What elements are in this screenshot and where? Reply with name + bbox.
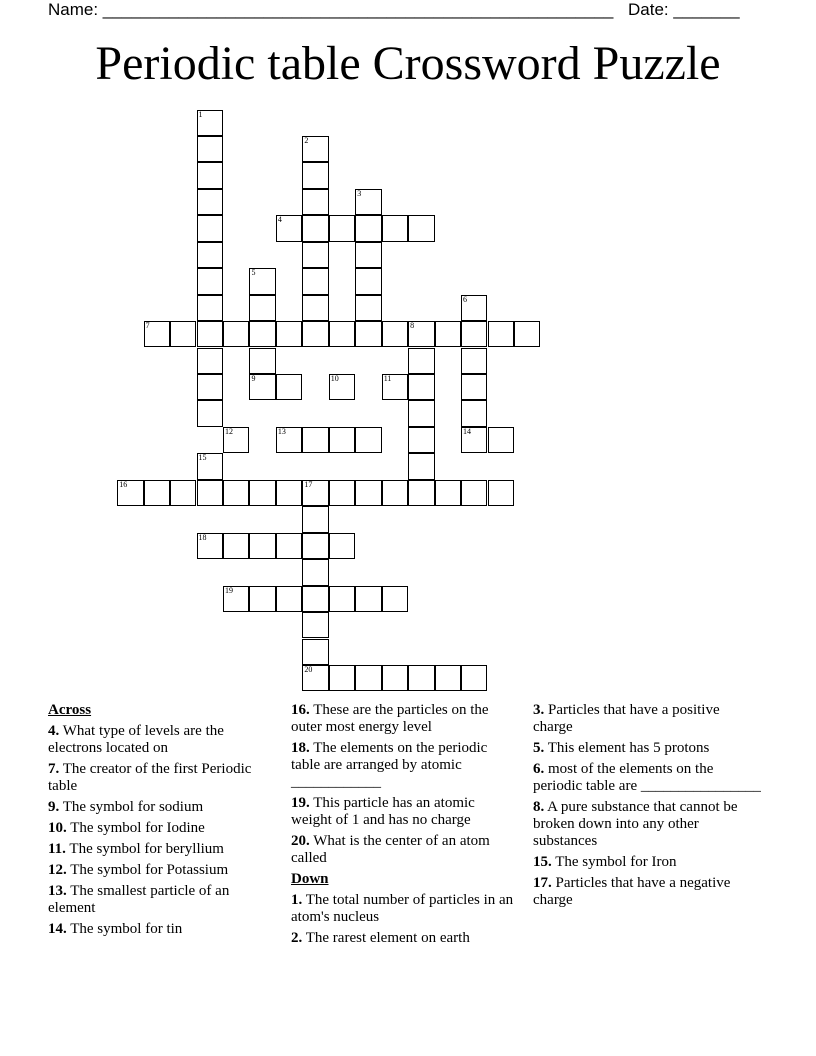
grid-cell[interactable] bbox=[302, 533, 328, 559]
grid-cell[interactable] bbox=[329, 374, 355, 400]
clue-number: 17. bbox=[533, 875, 552, 891]
grid-cell[interactable] bbox=[329, 215, 355, 241]
grid-cell[interactable] bbox=[461, 295, 487, 321]
cell-number: 6 bbox=[463, 294, 468, 304]
cell-number: 11 bbox=[383, 374, 392, 383]
clue-number: 11. bbox=[48, 841, 66, 857]
clue-item bbox=[48, 799, 273, 816]
grid-cell[interactable] bbox=[276, 321, 302, 347]
grid-cell[interactable] bbox=[197, 268, 223, 294]
clues-column-3 bbox=[533, 702, 763, 913]
cell-number: 4 bbox=[277, 215, 282, 225]
grid-cell[interactable] bbox=[223, 427, 249, 453]
cell-number: 14 bbox=[463, 426, 472, 436]
grid-cell[interactable] bbox=[302, 427, 328, 453]
clue-text: The symbol for tin bbox=[66, 921, 183, 937]
clue-number: 1. bbox=[291, 892, 303, 908]
grid-cell[interactable] bbox=[302, 295, 328, 321]
clue-item bbox=[48, 841, 273, 858]
across-clue-list bbox=[48, 723, 273, 938]
clue-number: 20. bbox=[291, 833, 310, 849]
name-field-label: Name: ______________________________________________________ bbox=[48, 0, 614, 19]
clue-item bbox=[48, 723, 273, 757]
clue-text: Particles that have a negative charge bbox=[533, 875, 731, 908]
grid-cell[interactable] bbox=[249, 533, 275, 559]
grid-cell[interactable] bbox=[382, 586, 408, 612]
grid-cell[interactable] bbox=[302, 559, 328, 585]
grid-cell[interactable] bbox=[355, 189, 381, 215]
clues-column-1 bbox=[48, 702, 273, 942]
clue-text: These are the particles on the outer most energy level bbox=[291, 702, 489, 735]
grid-cell[interactable] bbox=[276, 215, 302, 241]
grid-cell[interactable] bbox=[302, 321, 328, 347]
clue-item bbox=[533, 761, 763, 795]
grid-cell[interactable] bbox=[249, 348, 275, 374]
clue-number: 6. bbox=[533, 761, 545, 777]
grid-cell[interactable] bbox=[144, 321, 170, 347]
clue-number: 8. bbox=[533, 799, 545, 815]
grid-cell[interactable] bbox=[170, 480, 196, 506]
grid-cell[interactable] bbox=[435, 480, 461, 506]
cell-number: 13 bbox=[277, 426, 286, 436]
grid-cell[interactable] bbox=[329, 533, 355, 559]
clue-number: 4. bbox=[48, 723, 60, 739]
clue-item bbox=[291, 833, 516, 867]
cell-number: 7 bbox=[145, 321, 150, 331]
grid-cell[interactable] bbox=[408, 374, 434, 400]
grid-cell[interactable] bbox=[461, 665, 487, 691]
grid-cell[interactable] bbox=[302, 136, 328, 162]
grid-cell[interactable] bbox=[461, 348, 487, 374]
across-heading: Across bbox=[48, 702, 92, 718]
grid-cell[interactable] bbox=[488, 321, 514, 347]
grid-cell[interactable] bbox=[197, 189, 223, 215]
clue-text: The symbol for sodium bbox=[59, 799, 204, 815]
cell-number: 2 bbox=[304, 135, 309, 145]
down-clue-list bbox=[291, 892, 516, 947]
clue-text: The rarest element on earth bbox=[302, 930, 470, 946]
grid-cell[interactable] bbox=[488, 427, 514, 453]
grid-cell[interactable] bbox=[249, 321, 275, 347]
clue-item bbox=[48, 820, 273, 837]
grid-cell[interactable] bbox=[197, 242, 223, 268]
grid-cell[interactable] bbox=[435, 321, 461, 347]
grid-cell[interactable] bbox=[302, 215, 328, 241]
clue-item bbox=[48, 862, 273, 879]
grid-cell[interactable] bbox=[408, 348, 434, 374]
date-field-label: Date: _______ bbox=[628, 0, 740, 19]
cell-number: 17 bbox=[304, 479, 313, 489]
clue-text: The smallest particle of an element bbox=[48, 883, 230, 916]
grid-cell[interactable] bbox=[329, 665, 355, 691]
clue-number: 3. bbox=[533, 702, 545, 718]
cell-number: 15 bbox=[198, 453, 207, 463]
clue-item bbox=[48, 883, 273, 917]
clue-item bbox=[533, 875, 763, 909]
cell-number: 9 bbox=[251, 374, 256, 383]
grid-cell[interactable] bbox=[382, 321, 408, 347]
clue-item bbox=[291, 740, 516, 791]
clue-number: 9. bbox=[48, 799, 60, 815]
clue-item bbox=[533, 740, 763, 757]
clue-text: The creator of the first Periodic table bbox=[48, 761, 252, 794]
grid-cell[interactable] bbox=[170, 321, 196, 347]
cell-number: 5 bbox=[251, 268, 256, 278]
grid-cell[interactable] bbox=[461, 427, 487, 453]
cell-number: 10 bbox=[330, 374, 339, 383]
grid-cell[interactable] bbox=[514, 321, 540, 347]
grid-cell[interactable] bbox=[302, 189, 328, 215]
clue-text: What is the center of an atom called bbox=[291, 833, 490, 866]
grid-cell[interactable] bbox=[382, 374, 408, 400]
clue-text: The elements on the periodic table are arranged by atomic ____________ bbox=[291, 740, 488, 790]
clue-text: The symbol for beryllium bbox=[65, 841, 224, 857]
clue-number: 19. bbox=[291, 795, 310, 811]
grid-cell[interactable] bbox=[302, 586, 328, 612]
clue-number: 15. bbox=[533, 854, 552, 870]
grid-cell[interactable] bbox=[276, 533, 302, 559]
grid-cell[interactable] bbox=[302, 268, 328, 294]
grid-cell[interactable] bbox=[249, 480, 275, 506]
grid-cell[interactable] bbox=[302, 665, 328, 691]
grid-cell[interactable] bbox=[355, 586, 381, 612]
grid-cell[interactable] bbox=[223, 480, 249, 506]
grid-cell[interactable] bbox=[144, 480, 170, 506]
clue-text: The symbol for Iodine bbox=[66, 820, 205, 836]
grid-cell[interactable] bbox=[197, 215, 223, 241]
grid-cell[interactable] bbox=[355, 427, 381, 453]
clue-text: The symbol for Potassium bbox=[66, 862, 229, 878]
clue-text: Particles that have a positive charge bbox=[533, 702, 720, 735]
clue-number: 10. bbox=[48, 820, 67, 836]
grid-cell[interactable] bbox=[197, 453, 223, 479]
grid-cell[interactable] bbox=[382, 215, 408, 241]
grid-cell[interactable] bbox=[355, 295, 381, 321]
clue-number: 16. bbox=[291, 702, 310, 718]
grid-cell[interactable] bbox=[382, 665, 408, 691]
grid-cell[interactable] bbox=[408, 480, 434, 506]
clue-number: 2. bbox=[291, 930, 303, 946]
grid-cell[interactable] bbox=[249, 586, 275, 612]
cell-number: 1 bbox=[198, 109, 203, 119]
grid-cell[interactable] bbox=[223, 586, 249, 612]
grid-cell[interactable] bbox=[302, 639, 328, 665]
clue-item bbox=[533, 799, 763, 850]
clue-number: 7. bbox=[48, 761, 60, 777]
clue-text: The symbol for Iron bbox=[551, 854, 677, 870]
grid-cell[interactable] bbox=[461, 480, 487, 506]
grid-cell[interactable] bbox=[461, 374, 487, 400]
clue-item bbox=[291, 892, 516, 926]
grid-cell[interactable] bbox=[197, 480, 223, 506]
grid-cell[interactable] bbox=[197, 295, 223, 321]
cell-number: 19 bbox=[225, 585, 233, 595]
grid-cell[interactable] bbox=[329, 321, 355, 347]
grid-cell[interactable] bbox=[223, 533, 249, 559]
grid-cell[interactable] bbox=[302, 162, 328, 188]
clues-column-2 bbox=[291, 702, 516, 951]
grid-cell[interactable] bbox=[302, 242, 328, 268]
down-heading: Down bbox=[291, 871, 329, 887]
cell-number: 20 bbox=[304, 664, 313, 674]
cell-number: 3 bbox=[357, 188, 362, 198]
grid-cell[interactable] bbox=[461, 400, 487, 426]
grid-cell[interactable] bbox=[355, 480, 381, 506]
clue-text: What type of levels are the electrons located on bbox=[48, 723, 224, 756]
grid-cell[interactable] bbox=[249, 295, 275, 321]
clue-item bbox=[48, 761, 273, 795]
grid-cell[interactable] bbox=[223, 321, 249, 347]
grid-cell[interactable] bbox=[408, 321, 434, 347]
grid-cell[interactable] bbox=[461, 321, 487, 347]
grid-cell[interactable] bbox=[355, 268, 381, 294]
grid-cell[interactable] bbox=[197, 348, 223, 374]
grid-cell[interactable] bbox=[276, 480, 302, 506]
down-clue-list-continued bbox=[533, 702, 763, 909]
grid-cell[interactable] bbox=[249, 374, 275, 400]
page-title: Periodic table Crossword Puzzle bbox=[95, 37, 721, 90]
clue-text: most of the elements on the periodic table are ________________ bbox=[533, 761, 761, 794]
clue-item bbox=[291, 930, 516, 947]
grid-cell[interactable] bbox=[382, 480, 408, 506]
clue-item bbox=[291, 702, 516, 736]
clue-text: A pure substance that cannot be broken down into any other substances bbox=[533, 799, 738, 849]
grid-cell[interactable] bbox=[302, 480, 328, 506]
clue-item bbox=[533, 854, 763, 871]
grid-cell[interactable] bbox=[302, 506, 328, 532]
grid-cell[interactable] bbox=[329, 427, 355, 453]
grid-cell[interactable] bbox=[302, 612, 328, 638]
grid-cell[interactable] bbox=[197, 110, 223, 136]
grid-cell[interactable] bbox=[197, 136, 223, 162]
grid-cell[interactable] bbox=[276, 586, 302, 612]
clue-item bbox=[48, 921, 273, 938]
grid-cell[interactable] bbox=[435, 665, 461, 691]
clue-item bbox=[533, 702, 763, 736]
grid-cell[interactable] bbox=[276, 374, 302, 400]
grid-cell[interactable] bbox=[249, 268, 275, 294]
grid-cell[interactable] bbox=[197, 162, 223, 188]
grid-cell[interactable] bbox=[329, 480, 355, 506]
grid-cell[interactable] bbox=[408, 453, 434, 479]
grid-cell[interactable] bbox=[197, 321, 223, 347]
clue-text: This particle has an atomic weight of 1 and has no charge bbox=[291, 795, 475, 828]
clue-number: 18. bbox=[291, 740, 310, 756]
grid-cell[interactable] bbox=[329, 586, 355, 612]
grid-cell[interactable] bbox=[276, 427, 302, 453]
grid-cell[interactable] bbox=[408, 665, 434, 691]
grid-cell[interactable] bbox=[355, 242, 381, 268]
cell-number: 18 bbox=[198, 532, 207, 542]
grid-cell[interactable] bbox=[117, 480, 143, 506]
clue-number: 13. bbox=[48, 883, 67, 899]
cell-number: 12 bbox=[225, 426, 233, 436]
grid-cell[interactable] bbox=[488, 480, 514, 506]
grid-cell[interactable] bbox=[408, 215, 434, 241]
across-clue-list-continued bbox=[291, 702, 516, 867]
grid-cell[interactable] bbox=[197, 374, 223, 400]
cell-number: 8 bbox=[410, 321, 415, 331]
grid-cell[interactable] bbox=[197, 533, 223, 559]
clue-text: The total number of particles in an atom's nucleus bbox=[291, 892, 514, 925]
clue-text: This element has 5 protons bbox=[544, 740, 710, 756]
grid-cell[interactable] bbox=[355, 215, 381, 241]
cell-number: 16 bbox=[119, 479, 128, 489]
clue-number: 5. bbox=[533, 740, 545, 756]
clue-number: 12. bbox=[48, 862, 67, 878]
grid-cell[interactable] bbox=[355, 665, 381, 691]
grid-cell[interactable] bbox=[408, 427, 434, 453]
grid-cell[interactable] bbox=[197, 400, 223, 426]
grid-cell[interactable] bbox=[408, 400, 434, 426]
grid-cell[interactable] bbox=[355, 321, 381, 347]
clue-number: 14. bbox=[48, 921, 67, 937]
clue-item bbox=[291, 795, 516, 829]
